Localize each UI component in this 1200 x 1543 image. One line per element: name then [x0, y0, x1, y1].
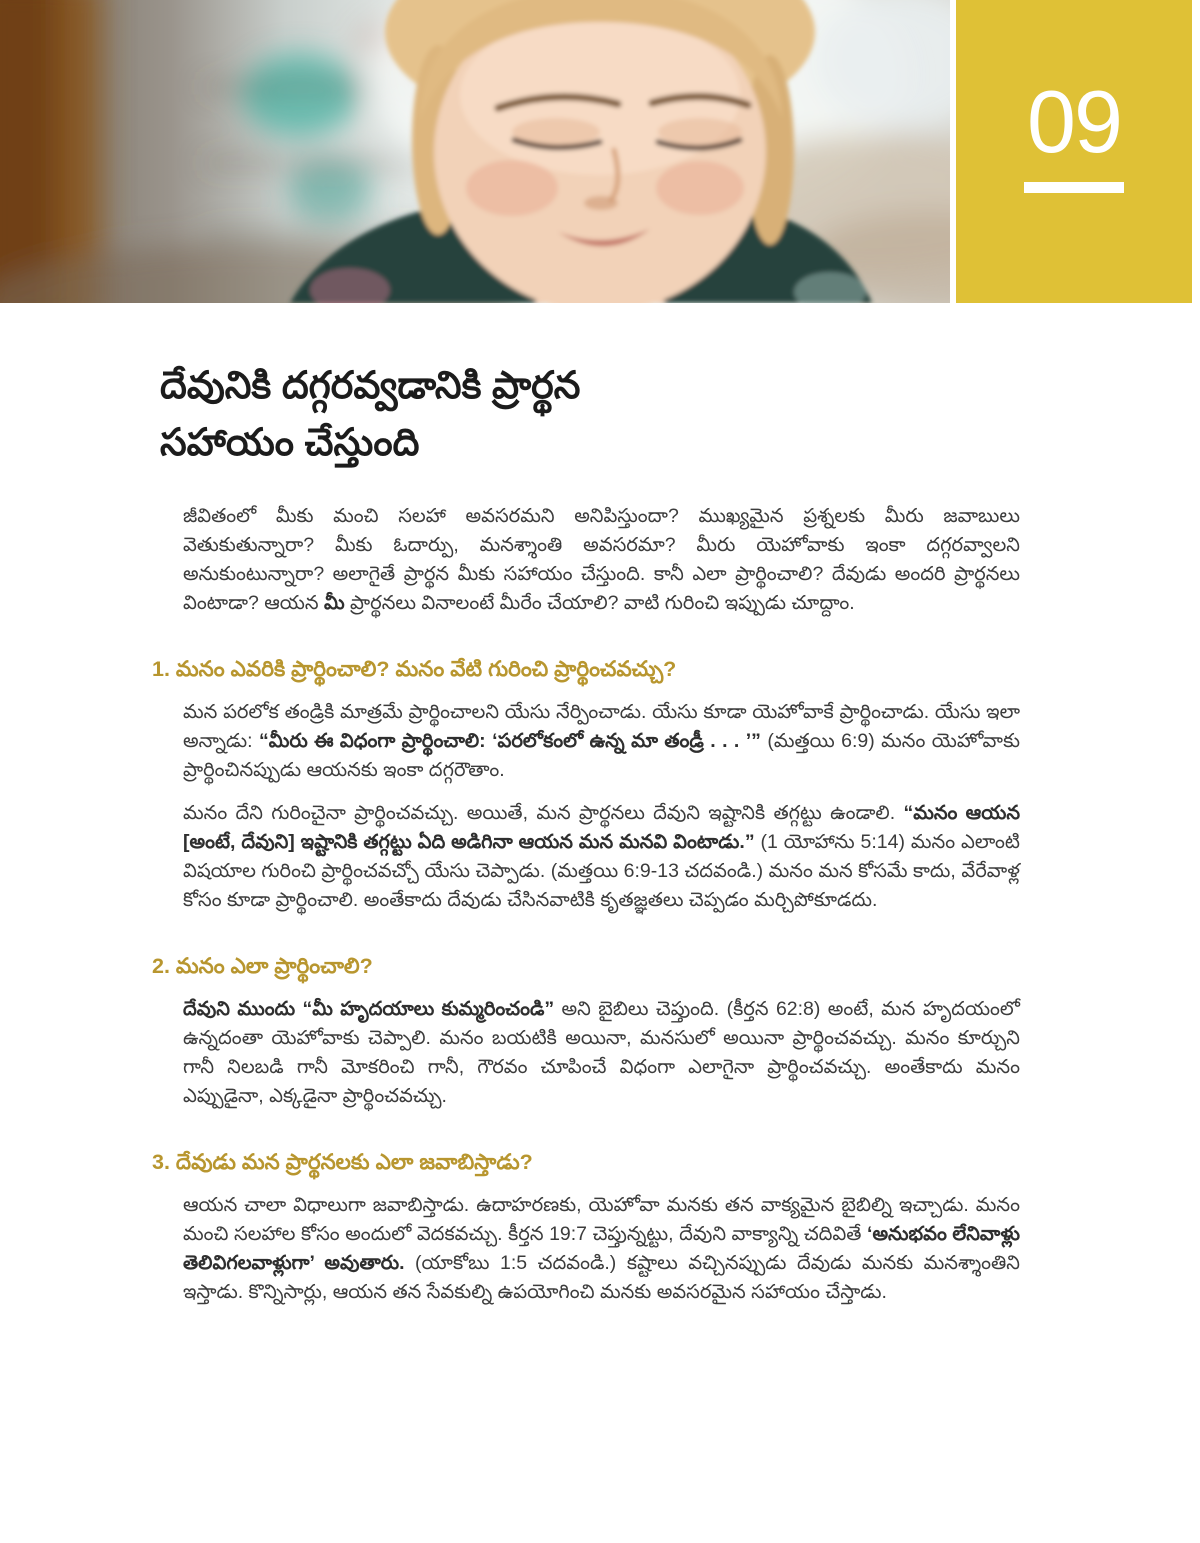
section-3-paragraph-1: ఆయన చాలా విధాలుగా జవాబిస్తాడు. ఉదాహరణకు, యెహోవా మనకు తన వాక్యమైన బైబిల్ని ఇచ్చాడు. మనం మంచి సలహాల కోసం అందులో వెదకవచ్చు. కీర్తన 19:7 చెప్తున్నట్టు, దేవుని వాక్యాన్ని చదివితే ‘అనుభవం లేనివాళ్లు తెలివిగలవాళ్లుగా’ అవుతారు. (యాకోబు 1:5 చదవండి.) కష్టాలు వచ్చినప్పుడు దేవుడు మనకు మనశ్శాంతిని ఇస్తాడు. కొన్నిసార్లు, ఆయన తన సేవకుల్ని ఉపయోగించి మనకు అవసరమైన సహాయం చేస్తాడు. — [183, 1194, 1020, 1303]
page-title-line2: సహాయం చేస్తుంది — [160, 422, 420, 464]
page-title-line1: దేవునికి దగ్గరవ్వడానికి ప్రార్థన — [160, 365, 581, 407]
chapter-underline — [1024, 182, 1124, 193]
section-3-heading: 3. దేవుడు మన ప్రార్థనలకు ఎలా జవాబిస్తాడు? — [152, 1150, 533, 1174]
section-2-paragraph-1: దేవుని ముందు “మీ హృదయాలు కుమ్మరించండి” అని బైబిలు చెప్తుంది. (కీర్తన 62:8) అంటే, మన హృదయంలో ఉన్నదంతా యెహోవాకు చెప్పాలి. మనం బయటికి అయినా, మనసులో అయినా ప్రార్థించవచ్చు. మనం కూర్చుని గానీ నిలబడి గానీ మోకరించి గానీ, గౌరవం చూపించే విధంగా ఎలాగైనా ప్రార్థించవచ్చు. అంతేకాదు మనం ఎప్పుడైనా, ఎక్కడైనా ప్రార్థించవచ్చు. — [183, 998, 1020, 1107]
section-1-paragraph-2: మనం దేని గురించైనా ప్రార్థించవచ్చు. అయితే, మన ప్రార్థనలు దేవుని ఇష్టానికి తగ్గట్టు ఉండాలి. “మనం ఆయన [అంటే, దేవుని] ఇష్టానికి తగ్గట్టు ఏది అడిగినా ఆయన మన మనవి వింటాడు.” (1 యోహాను 5:14) మనం ఎలాంటి విషయాల గురించి ప్రార్థించవచ్చో యేసు చెప్పాడు. (మత్తయి 6:9-13 చదవండి.) మనం మన కోసమే కాదు, వేరేవాళ్ల కోసం కూడా ప్రార్థించాలి. అంతేకాదు దేవుడు చేసినవాటికి కృతజ్ఞతలు చెప్పడం మర్చిపోకూడదు. — [183, 802, 1021, 911]
intro-paragraph: జీవితంలో మీకు మంచి సలహా అవసరమని అనిపిస్తుందా? ముఖ్యమైన ప్రశ్నలకు మీరు జవాబులు వెతుకుతున్నారా? మీకు ఓదార్పు, మనశ్శాంతి అవసరమా? మీరు యెహోవాకు ఇంకా దగ్గరవ్వాలని అనుకుంటున్నారా? అలాగైతే ప్రార్థన మీకు సహాయం చేస్తుంది. కానీ ఎలా ప్రార్థించాలి? దేవుడు అందరి ప్రార్థనలు వింటాడా? ఆయన మీ ప్రార్థనలు వినాలంటే మీరేం చేయాలి? వాటి గురించి ఇప్పుడు చూద్దాం. — [183, 505, 1020, 614]
section-1-heading: 1. మనం ఎవరికి ప్రార్థించాలి? మనం వేటి గురించి ప్రార్థించవచ్చు? — [152, 657, 677, 681]
article-content — [0, 358, 1200, 1307]
section-2-heading: 2. మనం ఎలా ప్రార్థించాలి? — [152, 954, 373, 978]
hero-header — [0, 0, 1200, 303]
section-1-paragraph-1: మన పరలోక తండ్రికి మాత్రమే ప్రార్థించాలని యేసు నేర్పించాడు. యేసు కూడా యెహోవాకే ప్రార్థించాడు. యేసు ఇలా అన్నాడు: “మీరు ఈ విధంగా ప్రార్థించాలి: ‘పరలోకంలో ఉన్న మా తండ్రీ . . . ’” (మత్తయి 6:9) మనం యెహోవాకు ప్రార్థించినప్పుడు ఆయనకు ఇంకా దగ్గరౌతాం. — [183, 701, 1021, 781]
woman-praying-illustration — [0, 0, 950, 303]
page-title — [160, 358, 1020, 472]
woman-praying-photo — [0, 0, 950, 303]
chapter-number: 09 — [1027, 72, 1121, 171]
chapter-badge — [956, 0, 1192, 303]
